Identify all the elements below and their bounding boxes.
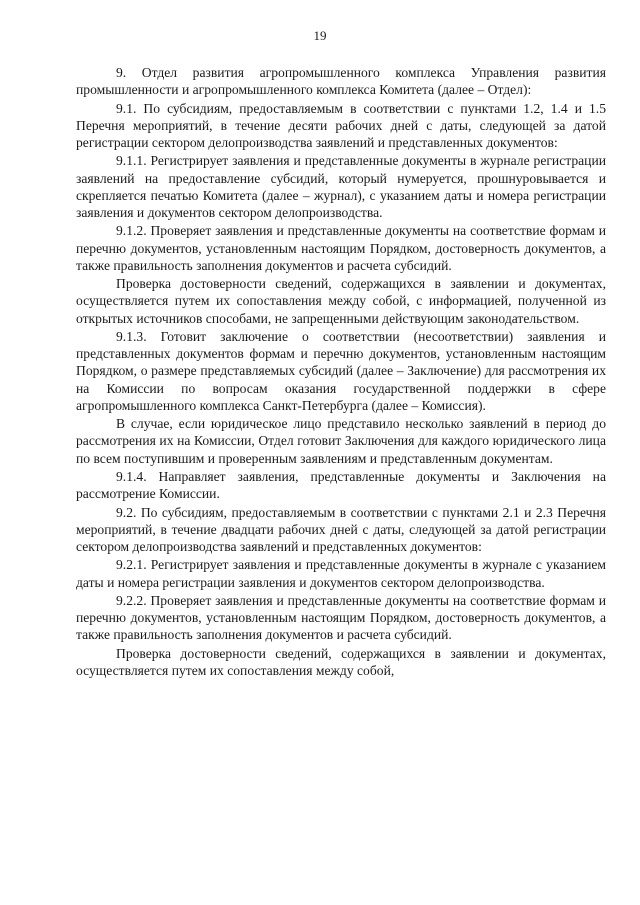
document-body bbox=[76, 64, 606, 680]
paragraph-9-1-2: 9.1.2. Проверяет заявления и представленные документы на соответствие формам и перечню документов, установленным настоящим Порядком, достоверность документов, а также правильность заполнения документов и расчета субсидий. bbox=[76, 223, 606, 273]
paragraph-9-2-1: 9.2.1. Регистрирует заявления и представленные документы в журнале с указанием даты и номера регистрации заявления и документов сектором делопроизводства. bbox=[76, 557, 606, 590]
paragraph-verification-2: Проверка достоверности сведений, содержащихся в заявлении и документах, осуществляется путем их сопоставления между собой, bbox=[76, 645, 606, 678]
page-number: 19 bbox=[313, 28, 327, 43]
paragraph-verification-1: Проверка достоверности сведений, содержащихся в заявлении и документах, осуществляется путем их сопоставления между собой, с информацией, полученной из открытых источников способами, не запрещенными действующим законодательством. bbox=[76, 276, 606, 326]
paragraph-multiple-applications: В случае, если юридическое лицо представило несколько заявлений в период до рассмотрения их на Комиссии, Отдел готовит Заключения для каждого юридического лица по всем поступившим и проверенным заявлениям и представленным документам. bbox=[76, 416, 606, 466]
paragraph-9-1-3: 9.1.3. Готовит заключение о соответствии (несоответствии) заявления и представленных документов формам и перечню документов, установленным настоящим Порядком, о размере представляемых субсидий (далее – Заключение) для рассмотрения их на Комиссии по вопросам оказания государственной поддержки в сфере агропромышленного комплекса Санкт-Петербурга (далее – Комиссия). bbox=[76, 328, 606, 413]
paragraph-9-1-4: 9.1.4. Направляет заявления, представленные документы и Заключения на рассмотрение Комиссии. bbox=[76, 468, 606, 502]
paragraph-9-2: 9.2. По субсидиям, предоставляемым в соответствии с пунктами 2.1 и 2.3 Перечня мероприятий, в течение двадцати рабочих дней с даты, следующей за датой регистрации сектором делопроизводства заявлений и представленных документов: bbox=[76, 504, 606, 554]
paragraph-9-1: 9.1. По субсидиям, предоставляемым в соответствии с пунктами 1.2, 1.4 и 1.5 Перечня мероприятий, в течение десяти рабочих дней с даты, следующей за датой регистрации сектором делопроизводства заявлений и представленных документов: bbox=[76, 100, 606, 150]
paragraph-9-2-2: 9.2.2. Проверяет заявления и представленные документы на соответствие формам и перечню документов, установленным настоящим Порядком, достоверность документов, а также правильность заполнения документов и расчета субсидий. bbox=[76, 592, 606, 643]
paragraph-9: 9. Отдел развития агропромышленного комплекса Управления развития промышленности и агропромышленного комплекса Комитета (далее – Отдел): bbox=[76, 65, 606, 98]
paragraph-9-1-1: 9.1.1. Регистрирует заявления и представленные документы в журнале регистрации заявлений на предоставление субсидий, который нумеруется, прошнуровывается и скрепляется печатью Комитета (далее – журнал), с указанием даты и номера регистрации заявления и документов сектором делопроизводства. bbox=[76, 153, 606, 220]
